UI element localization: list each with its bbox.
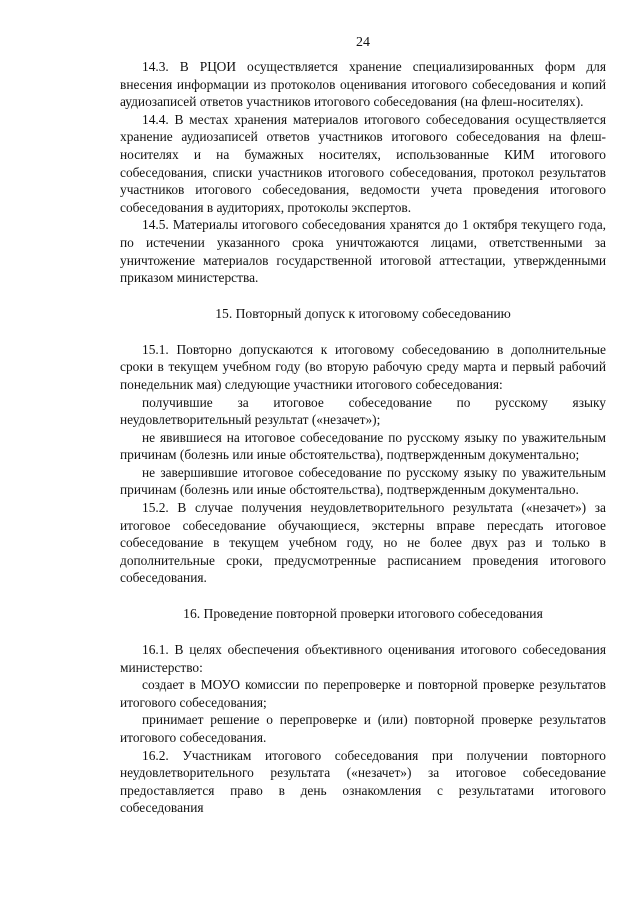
list-item-not-completed: не завершившие итоговое собеседование по русскому языку по уважительным причинам (болезнь или иные обстоятельства), подтвержденным документально. xyxy=(120,464,606,498)
list-item-makes-decision: принимает решение о перепроверке и (или) повторной проверке результатов итогового собеседования. xyxy=(120,712,606,745)
paragraph-14-5: 14.5. Материалы итогового собеседования хранятся до 1 октября текущего года, по истечении указанного срока уничтожаются лицами, ответственными за уничтожение материалов государственной итоговой аттестации, утвержденными приказом министерства. xyxy=(120,217,606,286)
paragraph-14-4: 14.4. В местах хранения материалов итогового собеседования осуществляется хранение аудиозаписей ответов участников итогового собеседования на флеш-носителях и на бумажных носителях, использованные КИМ итогового собеседования, списки участников итогового собеседования, протокол результатов участников итогового собеседования, ведомости учета проведения итогового собеседования в аудиториях, протоколы экспертов. xyxy=(120,111,606,215)
section-heading-16: 16. Проведение повторной проверки итогового собеседования xyxy=(183,606,543,622)
paragraph-15-1: 15.1. Повторно допускаются к итоговому собеседованию в дополнительные сроки в текущем учебном году (во вторую рабочую среду марта и первый рабочий понедельник мая) следующие участники итогового собеседования: xyxy=(120,341,606,392)
list-item-failed: получившие за итоговое собеседование по русскому языку неудовлетворительный результат («незачет»); xyxy=(120,394,606,428)
paragraph-14-3: 14.3. В РЦОИ осуществляется хранение специализированных форм для внесения информации из протоколов оценивания итогового собеседования и копий аудиозаписей ответов участников итогового собеседования (на флеш-носителях). xyxy=(120,59,606,110)
page-number: 24 xyxy=(356,35,370,50)
list-item-absent: не явившиеся на итоговое собеседование по русскому языку по уважительным причинам (болезнь или иные обстоятельства), подтвержденным документально; xyxy=(120,429,606,463)
paragraph-16-1: 16.1. В целях обеспечения объективного оценивания итогового собеседования министерство: xyxy=(120,642,606,675)
paragraph-15-2: 15.2. В случае получения неудовлетворительного результата («незачет») за итоговое собеседование обучающиеся, экстерны вправе пересдать итоговое собеседование в текущем учебном году, но не более двух раз и только в дополнительные сроки, предусмотренные расписанием проведения итогового собеседования. xyxy=(120,500,606,586)
paragraph-16-2: 16.2. Участникам итогового собеседования при получении повторного неудовлетворительного результата («незачет») за итоговое собеседование предоставляется право в день ознакомления с результатами итогового собеседования xyxy=(120,747,606,816)
section-heading-15: 15. Повторный допуск к итоговому собеседованию xyxy=(215,305,511,321)
list-item-creates-commission: создает в МОУО комиссии по перепроверке и повторной проверке результатов итогового собеседования; xyxy=(120,677,606,710)
